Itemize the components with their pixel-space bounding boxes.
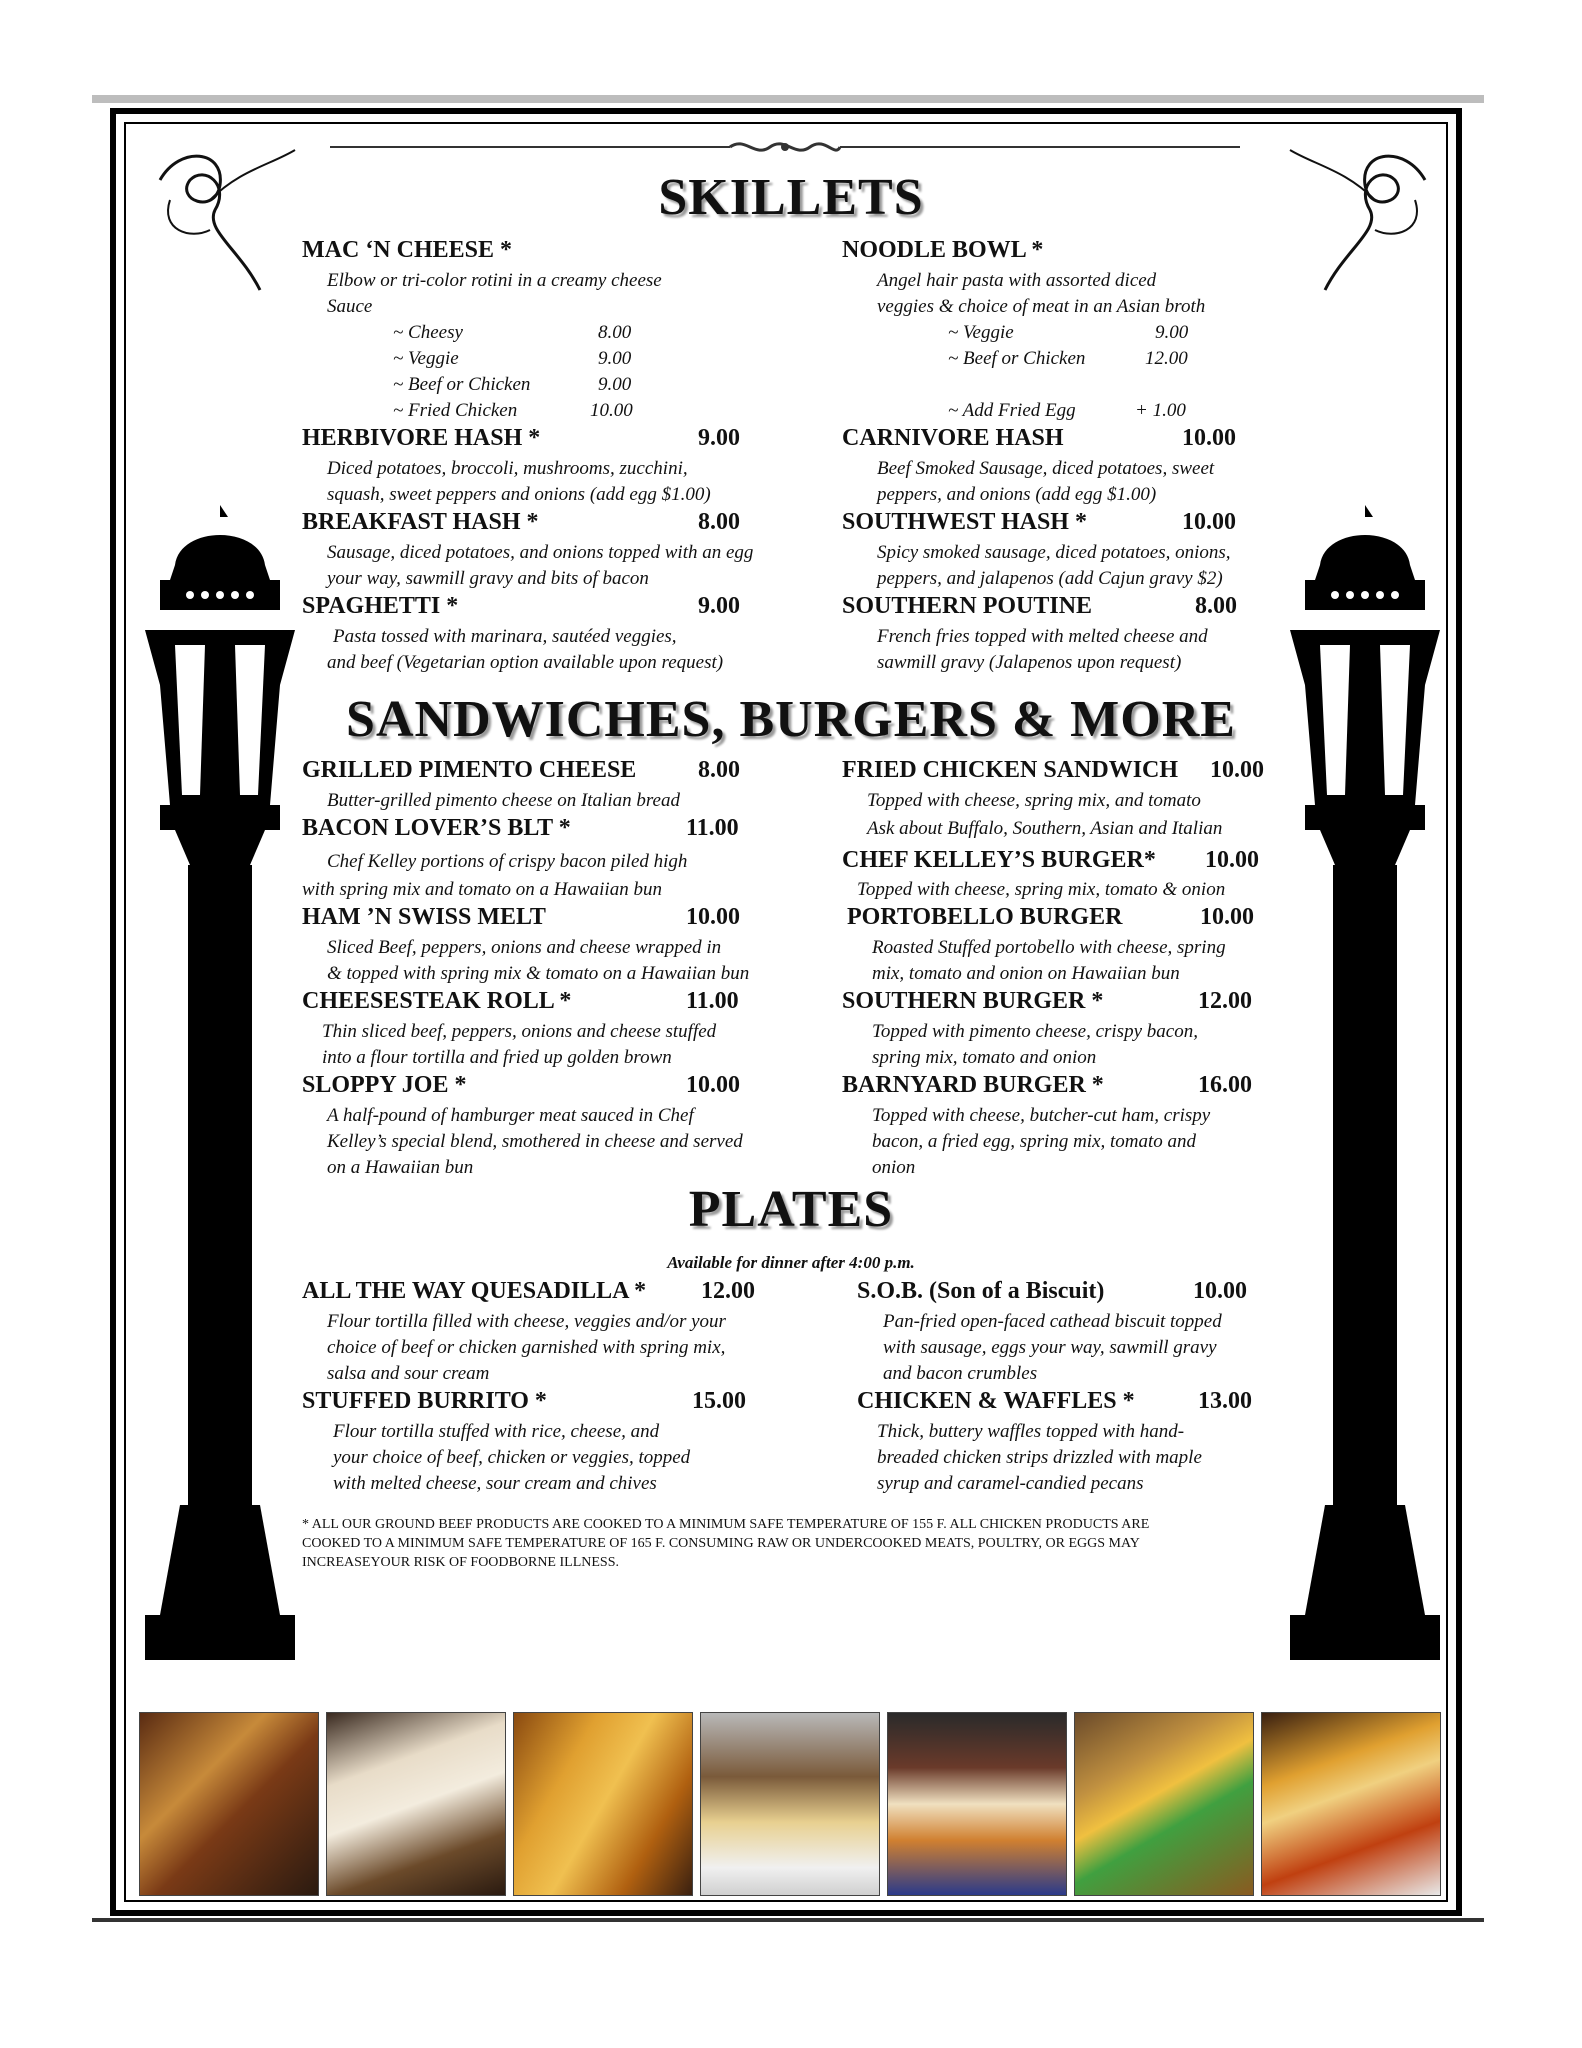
item-name-stuffed-burrito: STUFFED BURRITO * <box>302 1388 547 1414</box>
item-desc: mix, tomato and onion on Hawaiian bun <box>872 963 1180 984</box>
item-desc: Topped with cheese, spring mix, and tomato <box>867 790 1201 811</box>
item-name-southwest-hash: SOUTHWEST HASH * <box>842 509 1087 535</box>
item-desc: with spring mix and tomato on a Hawaiian bun <box>302 879 662 900</box>
item-desc: A half-pound of hamburger meat sauced in Chef <box>327 1105 694 1126</box>
item-desc: Topped with cheese, spring mix, tomato & onion <box>857 879 1226 900</box>
item-name-all-the-way-quesadilla: ALL THE WAY QUESADILLA * <box>302 1278 647 1304</box>
item-price: 8.00 <box>1195 593 1237 619</box>
item-name-barnyard-burger: BARNYARD BURGER * <box>842 1072 1104 1098</box>
option-price: 9.00 <box>1155 322 1189 343</box>
item-name-cheesesteak-roll: CHEESESTEAK ROLL * <box>302 988 572 1014</box>
item-price: 11.00 <box>686 988 739 1014</box>
item-name-southern-poutine: SOUTHERN POUTINE <box>842 593 1093 619</box>
item-price: 10.00 <box>1193 1278 1247 1304</box>
item-desc: Spicy smoked sausage, diced potatoes, onions, <box>877 542 1231 563</box>
item-desc: salsa and sour cream <box>327 1363 490 1384</box>
item-name-portobello-burger: PORTOBELLO BURGER <box>847 904 1123 930</box>
item-price: 8.00 <box>698 757 740 783</box>
option-label: ~ Veggie <box>948 322 1014 343</box>
item-desc: into a flour tortilla and fried up golden brown <box>322 1047 672 1068</box>
burger-and-fries-photo <box>700 1712 880 1896</box>
item-desc: Thin sliced beef, peppers, onions and cheese stuffed <box>322 1021 717 1042</box>
plates-availability-note: Available for dinner after 4:00 p.m. <box>667 1253 915 1272</box>
item-desc: Pasta tossed with marinara, sautéed veggies, <box>333 626 677 647</box>
section-title-skillets: SKILLETS <box>658 169 924 226</box>
option-price: 10.00 <box>590 400 633 421</box>
item-name-fried-chicken-sandwich: FRIED CHICKEN SANDWICH <box>842 757 1179 783</box>
item-price: 16.00 <box>1198 1072 1252 1098</box>
item-desc: Flour tortilla filled with cheese, veggies and/or your <box>327 1311 726 1332</box>
option-price: 8.00 <box>598 322 632 343</box>
item-desc: Butter-grilled pimento cheese on Italian bread <box>327 790 680 811</box>
option-label: ~ Beef or Chicken <box>393 374 531 395</box>
item-desc: with melted cheese, sour cream and chives <box>333 1473 657 1494</box>
option-price: 9.00 <box>598 348 632 369</box>
item-price: 11.00 <box>686 815 739 841</box>
section-title-sandwiches: SANDWICHES, BURGERS & MORE <box>346 691 1236 748</box>
item-desc: spring mix, tomato and onion <box>872 1047 1097 1068</box>
item-desc: & topped with spring mix & tomato on a Hawaiian bun <box>327 963 750 984</box>
scroll-ornament-icon <box>725 136 845 158</box>
footnote-line: * ALL OUR GROUND BEEF PRODUCTS ARE COOKED TO A MINIMUM SAFE TEMPERATURE OF 155 F. ALL CHICKEN PRODUCTS ARE <box>302 1517 1150 1532</box>
item-name-carnivore-hash: CARNIVORE HASH <box>842 425 1064 451</box>
sliders-and-wings-photo <box>139 1712 319 1896</box>
item-desc: Ask about Buffalo, Southern, Asian and Italian <box>867 818 1223 839</box>
option-price: 9.00 <box>598 374 632 395</box>
item-price: 10.00 <box>686 904 740 930</box>
item-desc: Topped with cheese, butcher-cut ham, crispy <box>872 1105 1211 1126</box>
item-desc: squash, sweet peppers and onions (add egg $1.00) <box>327 484 711 505</box>
item-name-bacon-lovers-blt: BACON LOVER’S BLT * <box>302 815 571 841</box>
item-name-grilled-pimento-cheese: GRILLED PIMENTO CHEESE <box>302 757 637 783</box>
item-desc: your way, sawmill gravy and bits of bacon <box>327 568 649 589</box>
item-desc: Diced potatoes, broccoli, mushrooms, zucchini, <box>327 458 688 479</box>
item-desc: French fries topped with melted cheese and <box>877 626 1208 647</box>
option-label: ~ Fried Chicken <box>393 400 518 421</box>
section-title-plates: PLATES <box>688 1181 894 1238</box>
item-price: 10.00 <box>686 1072 740 1098</box>
item-price: 9.00 <box>698 425 740 451</box>
item-desc: and beef (Vegetarian option available upon request) <box>327 652 724 673</box>
item-desc: your choice of beef, chicken or veggies, topped <box>333 1447 691 1468</box>
item-name-mac-n-cheese: MAC ‘N CHEESE * <box>302 237 513 263</box>
option-label: ~ Veggie <box>393 348 459 369</box>
item-price: 13.00 <box>1198 1388 1252 1414</box>
option-label: ~ Add Fried Egg <box>948 400 1076 421</box>
item-desc: onion <box>872 1157 916 1178</box>
wraps-photo <box>326 1712 506 1896</box>
item-desc: peppers, and jalapenos (add Cajun gravy $2) <box>877 568 1223 589</box>
item-desc: choice of beef or chicken garnished with spring mix, <box>327 1337 726 1358</box>
item-desc: Sliced Beef, peppers, onions and cheese wrapped in <box>327 937 722 958</box>
option-price: + 1.00 <box>1135 400 1186 421</box>
item-desc-mac-1: Elbow or tri-color rotini in a creamy cheese <box>327 270 662 291</box>
item-name-chef-kelleys-burger: CHEF KELLEY’S BURGER* <box>842 847 1156 873</box>
taco-salad-photo <box>1074 1712 1254 1896</box>
item-desc: Pan-fried open-faced cathead biscuit topped <box>883 1311 1222 1332</box>
wings-and-beer-photo <box>1261 1712 1441 1896</box>
item-price: 10.00 <box>1182 509 1236 535</box>
item-name-noodle-bowl: NOODLE BOWL * <box>842 237 1044 263</box>
sundae-photo <box>887 1712 1067 1896</box>
item-desc: sawmill gravy (Jalapenos upon request) <box>877 652 1182 673</box>
item-price: 9.00 <box>698 593 740 619</box>
option-label: ~ Beef or Chicken <box>948 348 1086 369</box>
item-desc: Chef Kelley portions of crispy bacon piled high <box>327 851 688 872</box>
item-desc: Roasted Stuffed portobello with cheese, spring <box>872 937 1226 958</box>
footnote-line: COOKED TO A MINIMUM SAFE TEMPERATURE OF 165 F. CONSUMING RAW OR UNDERCOOKED MEATS, POULTRY, OR EGGS MAY <box>302 1536 1140 1551</box>
item-price: 12.00 <box>701 1278 755 1304</box>
street-lamp-right-icon <box>1285 505 1445 1685</box>
item-price: 15.00 <box>692 1388 746 1414</box>
footnote-line: INCREASEYOUR RISK OF FOODBORNE ILLNESS. <box>302 1555 619 1570</box>
item-desc: Flour tortilla stuffed with rice, cheese, and <box>333 1421 660 1442</box>
item-desc: on a Hawaiian bun <box>327 1157 474 1178</box>
item-price: 8.00 <box>698 509 740 535</box>
item-price: 10.00 <box>1182 425 1236 451</box>
item-name-herbivore-hash: HERBIVORE HASH * <box>302 425 541 451</box>
item-price: 12.00 <box>1198 988 1252 1014</box>
item-name-spaghetti: SPAGHETTI * <box>302 593 459 619</box>
option-price: 12.00 <box>1145 348 1188 369</box>
item-desc: and bacon crumbles <box>883 1363 1038 1384</box>
item-desc-noodle-1: Angel hair pasta with assorted diced <box>877 270 1157 291</box>
item-desc: Beef Smoked Sausage, diced potatoes, sweet <box>877 458 1215 479</box>
item-desc-noodle-2: veggies & choice of meat in an Asian broth <box>877 296 1206 317</box>
ornament-line-left <box>330 146 730 148</box>
item-desc: Thick, buttery waffles topped with hand- <box>877 1421 1185 1442</box>
item-name-son-of-a-biscuit: S.O.B. (Son of a Biscuit) <box>857 1278 1105 1304</box>
street-lamp-left-icon <box>140 505 300 1685</box>
item-name-ham-n-swiss-melt: HAM ’N SWISS MELT <box>302 904 546 930</box>
item-name-southern-burger: SOUTHERN BURGER * <box>842 988 1104 1014</box>
item-desc: Kelley’s special blend, smothered in cheese and served <box>327 1131 743 1152</box>
item-desc: Sausage, diced potatoes, and onions topped with an egg <box>327 542 754 563</box>
bottom-rule <box>92 1918 1484 1922</box>
option-label: ~ Cheesy <box>393 322 463 343</box>
ornament-line-right <box>840 146 1240 148</box>
item-desc: Topped with pimento cheese, crispy bacon, <box>872 1021 1198 1042</box>
item-desc: syrup and caramel-candied pecans <box>877 1473 1144 1494</box>
item-price: 10.00 <box>1205 847 1259 873</box>
item-name-chicken-and-waffles: CHICKEN & WAFFLES * <box>857 1388 1135 1414</box>
item-desc: with sausage, eggs your way, sawmill gravy <box>883 1337 1217 1358</box>
quesadilla-photo <box>513 1712 693 1896</box>
item-desc: breaded chicken strips drizzled with maple <box>877 1447 1202 1468</box>
item-price: 10.00 <box>1210 757 1264 783</box>
item-desc-mac-2: Sauce <box>327 296 373 317</box>
top-rule <box>92 95 1484 103</box>
item-name-sloppy-joe: SLOPPY JOE * <box>302 1072 467 1098</box>
item-name-breakfast-hash: BREAKFAST HASH * <box>302 509 539 535</box>
item-desc: bacon, a fried egg, spring mix, tomato and <box>872 1131 1197 1152</box>
item-desc: peppers, and onions (add egg $1.00) <box>877 484 1157 505</box>
item-price: 10.00 <box>1200 904 1254 930</box>
